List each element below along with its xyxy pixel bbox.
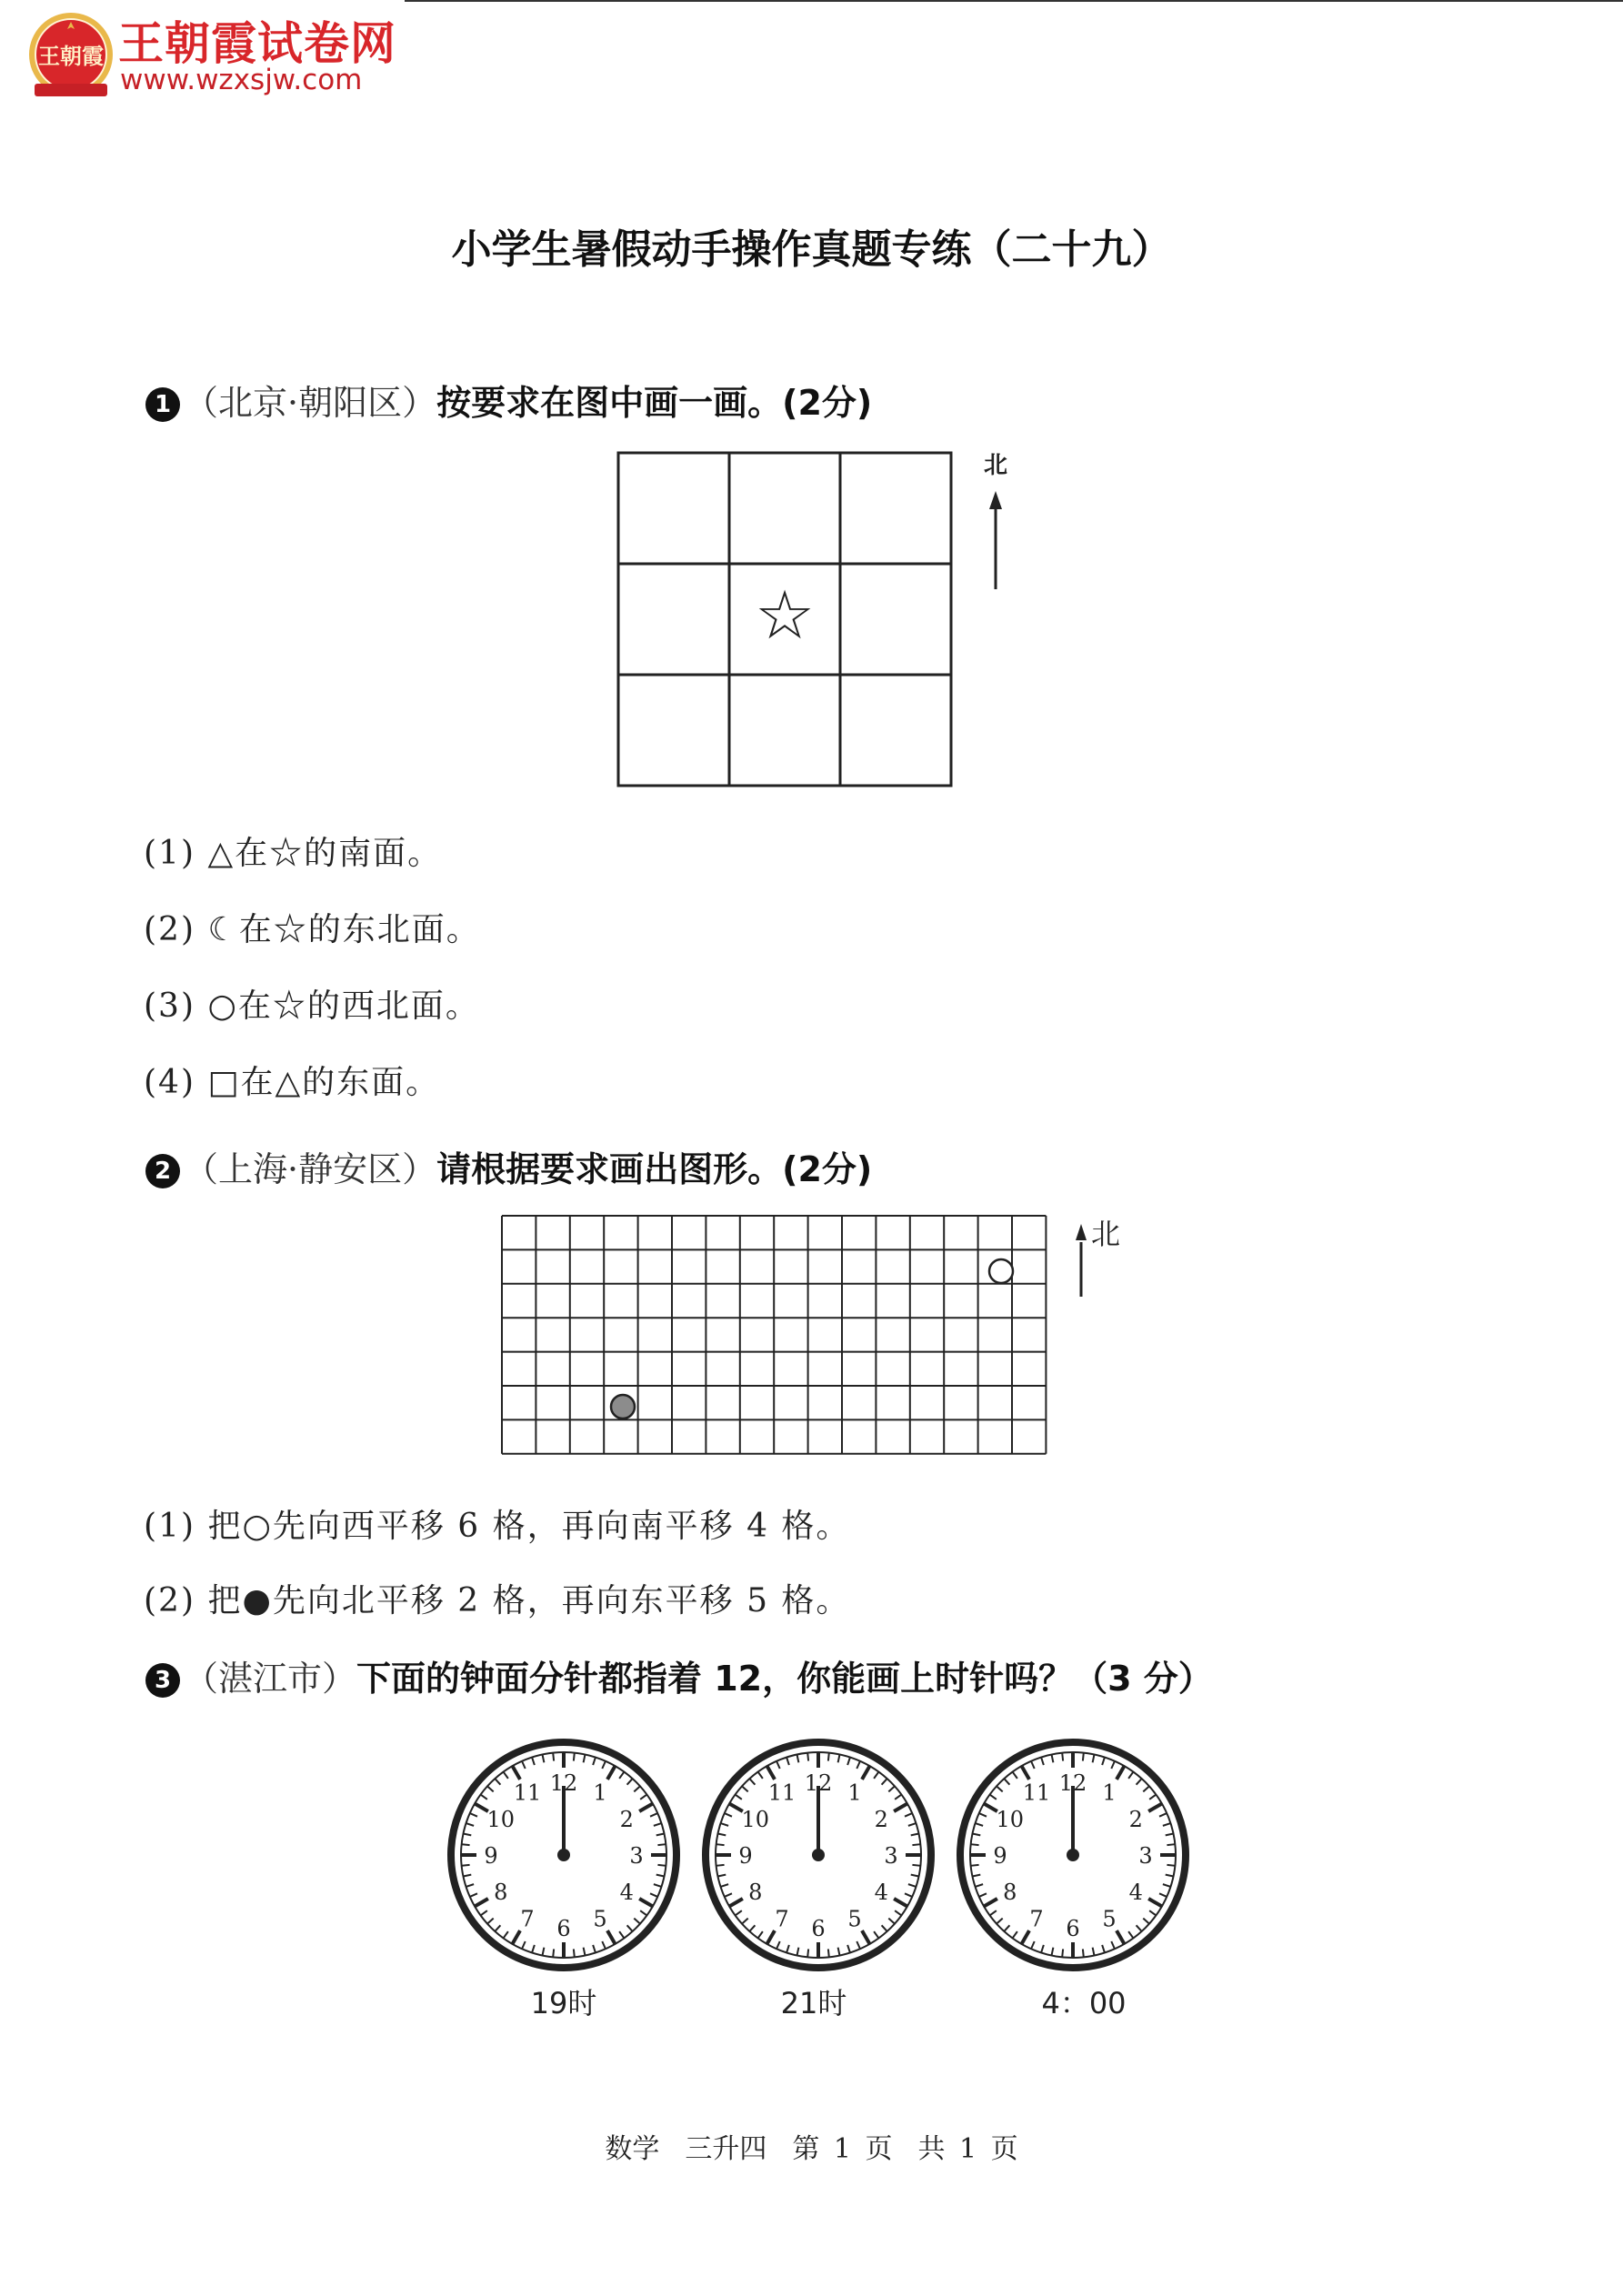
clock-tick xyxy=(971,1865,979,1866)
clock-number: 12 xyxy=(804,1770,833,1796)
clock-1 xyxy=(446,1737,682,1973)
clock-tick xyxy=(912,1844,920,1845)
question-3-heading xyxy=(145,1650,1213,1700)
clock-number: 1 xyxy=(593,1780,607,1806)
clock-number: 10 xyxy=(741,1807,769,1832)
clock-number: 7 xyxy=(775,1906,789,1932)
clock-number: 8 xyxy=(1003,1880,1017,1905)
q2-north-arrowhead xyxy=(1076,1224,1087,1240)
clock-number: 2 xyxy=(619,1807,634,1832)
clock-number: 8 xyxy=(748,1880,763,1905)
clock-tick xyxy=(828,1949,829,1957)
clock-tick xyxy=(1062,1753,1063,1761)
clock-tick xyxy=(574,1753,575,1761)
q1-direction-grid xyxy=(609,446,1009,791)
q1-north-label: 北 xyxy=(983,452,1008,479)
question-2-number: 2 xyxy=(145,1154,180,1188)
clock-tick xyxy=(657,1844,666,1845)
clock-number: 4 xyxy=(874,1880,888,1905)
question-3-source: （湛江市） xyxy=(184,1659,357,1699)
clock-tick xyxy=(828,1753,829,1761)
clock-number: 12 xyxy=(1058,1770,1087,1796)
q2-translation-grid xyxy=(498,1213,1135,1468)
clock-number: 10 xyxy=(996,1807,1024,1832)
clock-tick xyxy=(1083,1949,1084,1957)
q2-hollow-circle xyxy=(989,1259,1013,1283)
clock-tick xyxy=(574,1949,575,1957)
clock-number: 5 xyxy=(847,1906,862,1932)
clock-number: 3 xyxy=(884,1843,898,1869)
logo-seal xyxy=(25,9,116,100)
clock-1-label: 19时 xyxy=(530,1986,597,2020)
clock-number: 7 xyxy=(520,1906,535,1932)
clock-tick xyxy=(1167,1844,1175,1845)
logo-name: 王朝霞试卷网 xyxy=(118,17,396,70)
question-2-heading xyxy=(145,1141,872,1191)
clock-tick xyxy=(462,1844,470,1845)
clock-tick xyxy=(716,1844,725,1845)
page-title: 小学生暑假动手操作真题专练（二十九） xyxy=(451,226,1172,273)
clock-3-label: 4：00 xyxy=(1041,1986,1127,2020)
clock-number: 10 xyxy=(486,1807,515,1832)
clock-number: 11 xyxy=(767,1780,796,1806)
clock-number: 3 xyxy=(1138,1843,1153,1869)
q1-item-2: (2) ☾在☆的东北面。 xyxy=(144,911,481,948)
clock-number: 7 xyxy=(1029,1906,1044,1932)
clock-number: 11 xyxy=(1022,1780,1051,1806)
clock-number: 11 xyxy=(513,1780,542,1806)
clock-number: 9 xyxy=(484,1843,498,1869)
q1-item-1: (1) △在☆的南面。 xyxy=(144,835,443,872)
q2-item-1: (1) 把○先向西平移 6 格，再向南平移 4 格。 xyxy=(144,1508,851,1545)
q1-item-4: (4) □在△的东面。 xyxy=(144,1064,441,1101)
clock-tick xyxy=(462,1865,470,1866)
clock-number: 2 xyxy=(874,1807,888,1832)
clock-number: 6 xyxy=(1066,1916,1080,1941)
clock-tick xyxy=(716,1865,725,1866)
clock-number: 5 xyxy=(593,1906,607,1932)
q2-item-2: (2) 把●先向北平移 2 格，再向东平移 5 格。 xyxy=(144,1582,851,1619)
clock-tick xyxy=(912,1865,920,1866)
clock-number: 9 xyxy=(738,1843,753,1869)
clock-tick xyxy=(971,1844,979,1845)
q1-north-arrowhead xyxy=(989,491,1002,509)
clock-tick xyxy=(1062,1949,1063,1957)
clock-number: 8 xyxy=(494,1880,508,1905)
footer-total: 共 1 页 xyxy=(917,2133,1018,2165)
clock-number: 9 xyxy=(993,1843,1007,1869)
clock-number: 12 xyxy=(549,1770,578,1796)
question-1-source: （北京·朝阳区） xyxy=(184,383,437,423)
page-footer xyxy=(0,2126,1623,2166)
question-2-source: （上海·静安区） xyxy=(184,1149,437,1189)
clock-tick xyxy=(807,1949,808,1957)
footer-subject: 数学 xyxy=(605,2133,660,2165)
question-1-prompt: 按要求在图中画一画。(2分) xyxy=(436,383,873,423)
q2-north-label: 北 xyxy=(1090,1217,1121,1251)
question-3-number: 3 xyxy=(145,1663,180,1698)
logo-url: www.wzxsjw.com xyxy=(120,64,363,96)
clock-3 xyxy=(955,1737,1191,1973)
q2-filled-circle xyxy=(611,1395,635,1419)
clock-tick xyxy=(657,1865,666,1866)
clock-tick xyxy=(553,1753,554,1761)
clock-center-dot xyxy=(557,1849,570,1861)
logo-seal-text: 王朝霞 xyxy=(38,44,104,69)
clock-number: 1 xyxy=(847,1780,862,1806)
clock-number: 5 xyxy=(1102,1906,1117,1932)
footer-page: 第 1 页 xyxy=(792,2133,893,2165)
clock-number: 2 xyxy=(1128,1807,1143,1832)
clock-tick xyxy=(807,1753,808,1761)
footer-grade: 三升四 xyxy=(685,2133,767,2165)
clock-number: 3 xyxy=(629,1843,644,1869)
question-1-number: 1 xyxy=(145,387,180,422)
clock-center-dot xyxy=(812,1849,825,1861)
clock-number: 6 xyxy=(556,1916,571,1941)
question-2-prompt: 请根据要求画出图形。(2分) xyxy=(436,1149,873,1189)
clock-tick xyxy=(1083,1753,1084,1761)
q1-star-symbol: ☆ xyxy=(754,577,816,655)
clock-tick xyxy=(1167,1865,1175,1866)
clock-2 xyxy=(700,1737,937,1973)
clock-number: 6 xyxy=(811,1916,826,1941)
question-3-prompt: 下面的钟面分针都指着 12，你能画上时针吗？（3 分） xyxy=(356,1659,1213,1699)
clock-number: 1 xyxy=(1102,1780,1117,1806)
header-rule xyxy=(405,0,1623,2)
clock-center-dot xyxy=(1067,1849,1079,1861)
clock-number: 4 xyxy=(619,1880,634,1905)
clock-2-label: 21时 xyxy=(780,1986,847,2020)
clock-number: 4 xyxy=(1128,1880,1143,1905)
q1-item-3: (3) ○在☆的西北面。 xyxy=(144,988,480,1025)
question-1-heading xyxy=(145,375,872,425)
clock-tick xyxy=(553,1949,554,1957)
